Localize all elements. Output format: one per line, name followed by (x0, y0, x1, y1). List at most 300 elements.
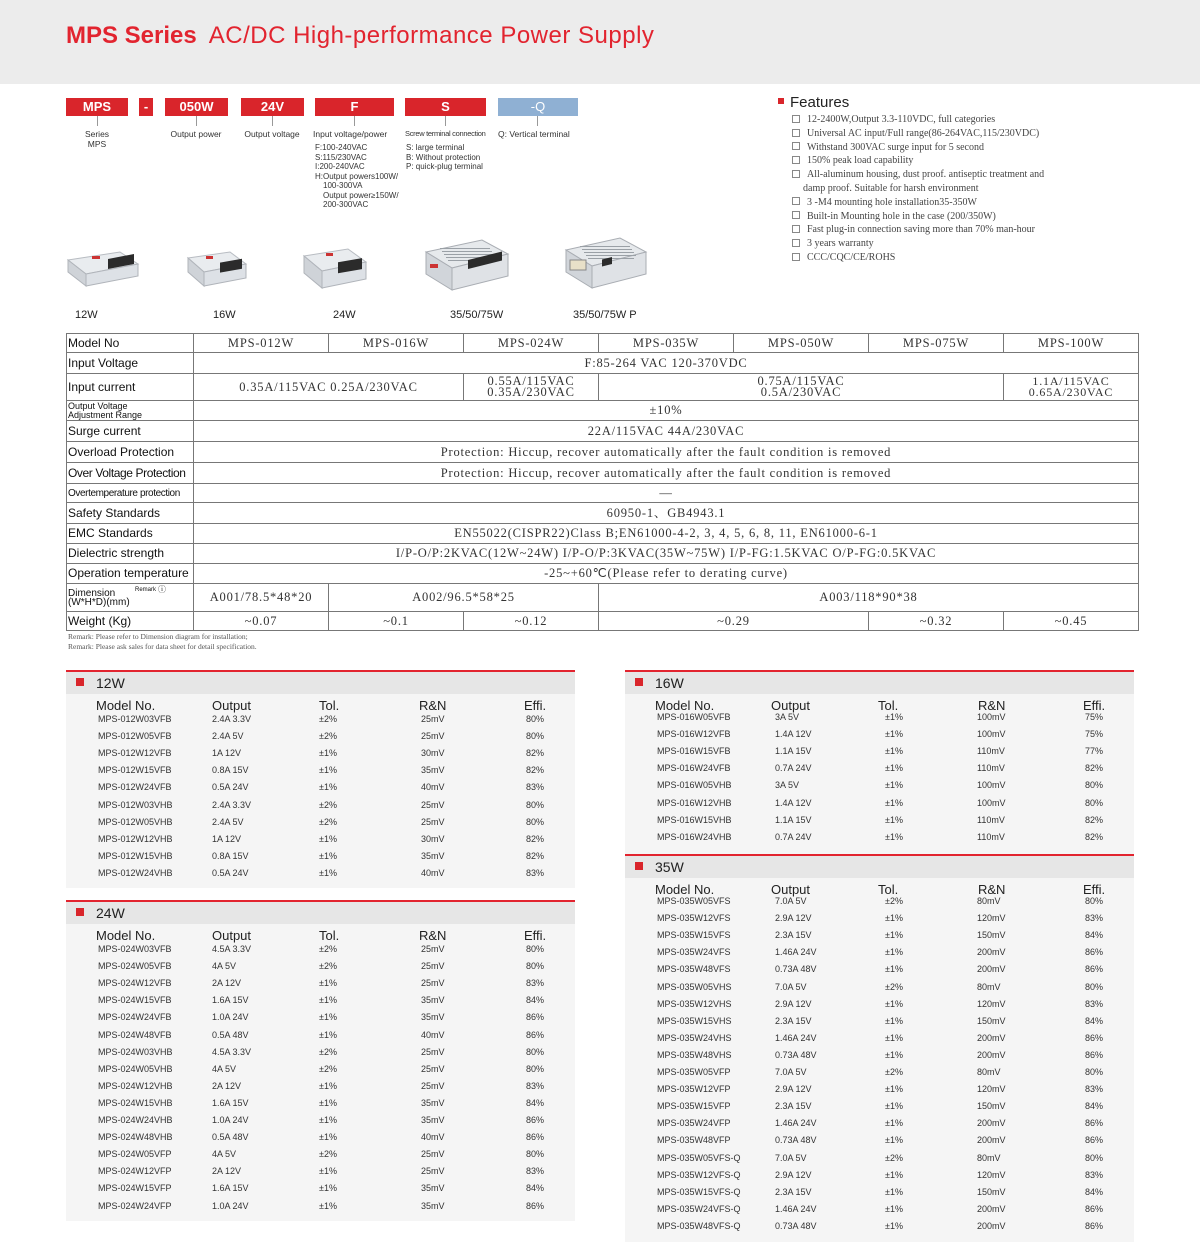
table-row (66, 834, 575, 851)
model-no-cell: MPS-035W48VFS (657, 964, 731, 975)
spec-value: ~0.12 (464, 612, 599, 631)
model-no-cell: MPS-024W03VFB (98, 944, 172, 954)
tolerance-cell: ±2% (885, 1152, 903, 1163)
page-title: MPS Series AC/DC High-performance Power Supply (66, 22, 655, 49)
ripple-noise-cell: 35mV (421, 1012, 445, 1023)
tolerance-cell: ±1% (319, 978, 337, 989)
spec-value: ±10% (194, 401, 1139, 421)
col-header-tol: Tol. (319, 698, 340, 713)
table-row (625, 832, 1134, 849)
spec-value: -25~+60℃(Please refer to derating curve) (194, 564, 1139, 584)
model-no-cell: MPS-024W15VFP (98, 1183, 172, 1194)
code-label-series: Series MPS (84, 129, 110, 149)
table-row (625, 913, 1134, 930)
model-no-cell: MPS-012W05VHB (98, 816, 173, 827)
model-no-cell: MPS-024W05VHB (98, 1063, 173, 1074)
model-cell: MPS-100W (1004, 334, 1139, 353)
row-label: Overload Protection (67, 442, 194, 463)
efficiency-cell: 80% (1085, 1067, 1104, 1077)
checkbox-icon (792, 197, 800, 205)
ripple-noise-cell: 200mV (977, 1118, 1006, 1129)
table-row (66, 1166, 575, 1183)
tolerance-cell: ±1% (885, 1118, 903, 1129)
spec-value: 60950-1、GB4943.1 (194, 503, 1139, 524)
model-no-cell: MPS-024W24VFB (98, 1012, 172, 1023)
output-cell: 0.5A 48V (212, 1132, 249, 1143)
tolerance-cell: ±1% (319, 1012, 337, 1023)
model-no-cell: MPS-035W15VFS-Q (657, 1186, 741, 1197)
efficiency-cell: 82% (1085, 814, 1104, 825)
output-cell: 3A 5V (775, 712, 800, 722)
bullet-square-icon (778, 98, 784, 104)
table-row (625, 729, 1134, 746)
code-screw-box: S (405, 98, 486, 116)
table-row (625, 815, 1134, 832)
table-row (625, 1050, 1134, 1067)
output-cell: 0.73A 48V (775, 1220, 817, 1231)
efficiency-cell: 83% (526, 867, 545, 878)
spec-row-input-current (67, 374, 1139, 401)
tolerance-cell: ±1% (319, 1183, 337, 1194)
model-no-cell: MPS-024W24VFP (98, 1200, 172, 1211)
table-row (625, 1170, 1134, 1187)
efficiency-cell: 80% (526, 714, 545, 724)
output-cell: 2.3A 15V (775, 1186, 812, 1197)
code-connector (97, 116, 98, 126)
ripple-noise-cell: 200mV (977, 1135, 1006, 1146)
ripple-noise-cell: 40mV (421, 1132, 445, 1143)
table-row (66, 731, 575, 748)
spec-row-models (67, 334, 1139, 353)
code-label-screw: Screw terminal connection (405, 129, 486, 138)
tolerance-cell: ±2% (885, 896, 903, 906)
code-label-voltage: Output voltage (244, 129, 300, 139)
model-no-cell: MPS-024W48VFB (98, 1029, 172, 1040)
efficiency-cell: 75% (1085, 712, 1104, 722)
ripple-noise-cell: 150mV (977, 1015, 1006, 1026)
table-row (625, 1221, 1134, 1238)
output-cell: 0.73A 48V (775, 1135, 817, 1146)
ripple-noise-cell: 120mV (977, 998, 1006, 1009)
tolerance-cell: ±1% (319, 1132, 337, 1143)
remark-1: Remark: Please refer to Dimension diagram for installation; (68, 632, 248, 641)
ripple-noise-cell: 100mV (977, 780, 1006, 791)
col-header-rn: R&N (419, 698, 447, 713)
ripple-noise-cell: 100mV (977, 797, 1006, 808)
tolerance-cell: ±1% (885, 998, 903, 1009)
tolerance-cell: ±1% (319, 1097, 337, 1108)
model-no-cell: MPS-012W03VHB (98, 799, 173, 810)
code-connector (354, 116, 355, 126)
model-no-cell: MPS-012W05VFB (98, 731, 172, 742)
col-header-model: Model No. (655, 698, 715, 713)
row-label: Dimension (W*H*D)(mm) Remark ⓘ (67, 584, 194, 612)
code-label-input: Input voltage/power (313, 129, 388, 139)
model-no-cell: MPS-012W24VHB (98, 867, 173, 878)
model-cell: MPS-024W (464, 334, 599, 353)
efficiency-cell: 80% (526, 799, 545, 810)
table-row (66, 995, 575, 1012)
product-image-35-50-75w (420, 234, 512, 296)
model-no-cell: MPS-024W05VFP (98, 1149, 172, 1160)
spec-value: A001/78.5*48*20 (194, 584, 329, 612)
model-no-cell: MPS-024W48VHB (98, 1132, 173, 1143)
ripple-noise-cell: 25mV (421, 799, 445, 810)
model-no-cell: MPS-035W24VHS (657, 1032, 732, 1043)
table-title-bar (625, 856, 1134, 878)
table-row (66, 944, 575, 961)
code-connector (196, 116, 197, 126)
product-label-35-50-75w-p: 35/50/75W P (573, 309, 637, 321)
model-no-cell: MPS-024W12VHB (98, 1080, 173, 1091)
table-row (625, 1153, 1134, 1170)
row-label: Input current (67, 374, 194, 401)
col-header-effi: Effi. (1083, 698, 1106, 713)
table-row (625, 1118, 1134, 1135)
spec-value: 22A/115VAC 44A/230VAC (194, 421, 1139, 442)
table-row (625, 982, 1134, 999)
efficiency-cell: 84% (526, 1183, 545, 1194)
feature-item: 12-2400W,Output 3.3-110VDC, full categories (792, 113, 1044, 127)
col-header-output: Output (771, 698, 811, 713)
table-row (66, 1183, 575, 1200)
tolerance-cell: ±1% (319, 867, 337, 878)
code-connector (537, 116, 538, 126)
efficiency-cell: 82% (526, 765, 545, 776)
row-label: Safety Standards (67, 503, 194, 524)
spec-row-adjustment (67, 401, 1139, 421)
model-no-cell: MPS-012W03VFB (98, 714, 172, 724)
efficiency-cell: 77% (1085, 746, 1104, 757)
efficiency-cell: 82% (1085, 831, 1104, 842)
model-no-cell: MPS-016W15VHB (657, 814, 732, 825)
ripple-noise-cell: 120mV (977, 1169, 1006, 1180)
table-row (625, 1101, 1134, 1118)
ripple-noise-cell: 200mV (977, 1032, 1006, 1043)
output-cell: 0.73A 48V (775, 964, 817, 975)
table-row (625, 964, 1134, 981)
model-no-cell: MPS-035W12VFS (657, 913, 731, 924)
tolerance-cell: ±1% (885, 797, 903, 808)
model-cell: MPS-075W (869, 334, 1004, 353)
tolerance-cell: ±1% (319, 782, 337, 793)
spec-row-overload (67, 442, 1139, 463)
efficiency-cell: 86% (526, 1012, 545, 1023)
col-header-output: Output (212, 698, 252, 713)
output-cell: 2.9A 12V (775, 913, 812, 924)
feature-item: 3 -M4 mounting hole installation35-350W (792, 196, 1044, 210)
tolerance-cell: ±1% (885, 913, 903, 924)
efficiency-cell: 80% (1085, 780, 1104, 791)
features-heading: Features (778, 94, 849, 111)
efficiency-cell: 83% (1085, 913, 1104, 924)
output-cell: 2.4A 5V (212, 731, 244, 742)
ripple-noise-cell: 25mV (421, 731, 445, 742)
row-label: Dielectric strength (67, 544, 194, 564)
output-cell: 4.5A 3.3V (212, 944, 252, 954)
table-row (625, 798, 1134, 815)
table-row (625, 999, 1134, 1016)
efficiency-cell: 86% (526, 1200, 545, 1211)
efficiency-cell: 82% (1085, 763, 1104, 774)
col-header-output: Output (212, 928, 252, 943)
output-cell: 1.46A 24V (775, 1118, 817, 1129)
model-no-cell: MPS-024W24VHB (98, 1115, 173, 1125)
col-header-rn: R&N (419, 928, 447, 943)
product-label-16w: 16W (213, 309, 236, 321)
checkbox-icon (792, 225, 800, 233)
output-cell: 1.1A 15V (775, 814, 812, 825)
col-header-effi: Effi. (1083, 882, 1106, 897)
ripple-noise-cell: 40mV (421, 867, 445, 878)
col-header-effi: Effi. (524, 928, 547, 943)
ripple-noise-cell: 35mV (421, 765, 445, 776)
output-cell: 2.9A 12V (775, 1169, 812, 1180)
tolerance-cell: ±2% (885, 981, 903, 992)
output-cell: 1.46A 24V (775, 1203, 817, 1214)
efficiency-cell: 83% (526, 782, 545, 793)
table-row (625, 780, 1134, 797)
tolerance-cell: ±1% (885, 1220, 903, 1231)
feature-item: 3 years warranty (792, 237, 1044, 251)
table-row (625, 1016, 1134, 1033)
efficiency-cell: 75% (1085, 729, 1104, 740)
col-header-output: Output (771, 882, 811, 897)
efficiency-cell: 86% (1085, 1220, 1104, 1231)
col-header-model: Model No. (96, 698, 156, 713)
table-title-bar (66, 672, 575, 694)
col-header-effi: Effi. (524, 698, 547, 713)
ripple-noise-cell: 35mV (421, 1115, 445, 1125)
efficiency-cell: 86% (1085, 1049, 1104, 1060)
table-row (625, 1067, 1134, 1084)
efficiency-cell: 86% (1085, 1118, 1104, 1129)
efficiency-cell: 86% (1085, 964, 1104, 975)
product-image-12w (62, 246, 142, 294)
model-no-cell: MPS-024W15VFB (98, 995, 172, 1006)
ripple-noise-cell: 25mV (421, 816, 445, 827)
spec-value: ~0.45 (1004, 612, 1139, 631)
tolerance-cell: ±2% (885, 1067, 903, 1077)
tolerance-cell: ±2% (319, 1063, 337, 1074)
ripple-noise-cell: 30mV (421, 833, 445, 844)
feature-item: CCC/CQC/CE/ROHS (792, 251, 1044, 265)
ripple-noise-cell: 35mV (421, 1200, 445, 1211)
output-cell: 1.6A 15V (212, 995, 249, 1006)
tolerance-cell: ±1% (885, 1169, 903, 1180)
row-label: Overtemperature protection (67, 484, 194, 503)
tolerance-cell: ±1% (885, 947, 903, 958)
efficiency-cell: 80% (1085, 797, 1104, 808)
table-row (66, 1047, 575, 1064)
code-series-box: MPS (66, 98, 128, 116)
model-no-cell: MPS-016W24VFB (657, 763, 731, 774)
efficiency-cell: 80% (526, 961, 545, 972)
table-row (625, 1084, 1134, 1101)
output-cell: 1.0A 24V (212, 1115, 249, 1125)
model-no-cell: MPS-016W24VHB (657, 831, 732, 842)
ripple-noise-cell: 25mV (421, 1063, 445, 1074)
efficiency-cell: 83% (526, 1166, 545, 1177)
table-row (66, 782, 575, 799)
spec-value: 1.1A/115VAC 0.65A/230VAC (1004, 374, 1139, 401)
code-dash-box: - (139, 98, 153, 116)
tolerance-cell: ±2% (319, 961, 337, 972)
ripple-noise-cell: 40mV (421, 1029, 445, 1040)
ripple-noise-cell: 40mV (421, 782, 445, 793)
tolerance-cell: ±1% (885, 712, 903, 722)
output-cell: 2A 12V (212, 1080, 242, 1091)
output-cell: 1A 12V (212, 748, 242, 759)
feature-item: All-aluminum housing, dust proof. antiseptic treatment and (792, 168, 1044, 182)
model-no-cell: MPS-035W24VFS (657, 947, 731, 958)
row-label: Output Voltage Adjustment Range (67, 401, 194, 421)
efficiency-cell: 83% (1085, 1169, 1104, 1180)
output-cell: 7.0A 5V (775, 981, 807, 992)
spec-value: Protection: Hiccup, recover automatically after the fault condition is removed (194, 463, 1139, 484)
table-row (625, 712, 1134, 729)
ripple-noise-cell: 150mV (977, 1101, 1006, 1112)
ripple-noise-cell: 25mV (421, 714, 445, 724)
tolerance-cell: ±1% (319, 1200, 337, 1211)
model-no-cell: MPS-035W48VFP (657, 1135, 731, 1146)
table-row (66, 1081, 575, 1098)
output-cell: 2A 12V (212, 1166, 242, 1177)
ripple-noise-cell: 110mV (977, 763, 1005, 774)
ripple-noise-cell: 120mV (977, 1084, 1006, 1095)
efficiency-cell: 82% (526, 748, 545, 759)
ripple-noise-cell: 25mV (421, 961, 445, 972)
output-cell: 4.5A 3.3V (212, 1046, 252, 1057)
efficiency-cell: 80% (526, 944, 545, 954)
output-cell: 1.0A 24V (212, 1200, 249, 1211)
ripple-noise-cell: 80mV (977, 981, 1001, 992)
code-input-box: F (315, 98, 394, 116)
ripple-noise-cell: 35mV (421, 850, 445, 861)
bullet-square-icon (76, 908, 84, 916)
efficiency-cell: 84% (1085, 1186, 1104, 1197)
tolerance-cell: ±2% (319, 714, 337, 724)
spec-value: Protection: Hiccup, recover automatically after the fault condition is removed (194, 442, 1139, 463)
model-no-cell: MPS-016W15VFB (657, 746, 731, 757)
output-cell: 4A 5V (212, 1063, 237, 1074)
table-row (66, 851, 575, 868)
feature-item-continued: damp proof. Suitable for harsh environment (803, 182, 979, 194)
output-cell: 2.3A 15V (775, 1015, 812, 1026)
efficiency-cell: 84% (526, 1097, 545, 1108)
table-row (66, 1064, 575, 1081)
model-no-cell: MPS-016W05VHB (657, 780, 732, 791)
tolerance-cell: ±2% (319, 799, 337, 810)
spec-row-weight (67, 612, 1139, 631)
spec-row-operation-temp (67, 564, 1139, 584)
table-row (66, 817, 575, 834)
output-cell: 7.0A 5V (775, 1152, 807, 1163)
tolerance-cell: ±1% (885, 1084, 903, 1095)
spec-value: 0.55A/115VAC 0.35A/230VAC (464, 374, 599, 401)
spec-value: F:85-264 VAC 120-370VDC (194, 353, 1139, 374)
col-header-tol: Tol. (878, 882, 899, 897)
model-no-cell: MPS-035W15VFP (657, 1101, 731, 1112)
model-no-cell: MPS-035W15VHS (657, 1015, 732, 1026)
table-row (66, 800, 575, 817)
efficiency-cell: 80% (526, 816, 545, 827)
efficiency-cell: 84% (1085, 1015, 1104, 1026)
spec-value: EN55022(CISPR22)Class B;EN61000-4-2, 3, 4, 5, 6, 8, 11, EN61000-6-1 (194, 524, 1139, 544)
table-row (625, 1033, 1134, 1050)
code-power-box: 050W (165, 98, 228, 116)
checkbox-icon (792, 253, 800, 261)
output-cell: 2A 12V (212, 978, 242, 989)
table-row (625, 896, 1134, 913)
spec-value: 0.35A/115VAC 0.25A/230VAC (194, 374, 464, 401)
ripple-noise-cell: 25mV (421, 1149, 445, 1160)
checkbox-icon (792, 156, 800, 164)
checkbox-icon (792, 211, 800, 219)
info-circle-icon: ⓘ (158, 585, 166, 594)
row-label: Input Voltage (67, 353, 194, 374)
ripple-noise-cell: 80mV (977, 896, 1001, 906)
row-label: Operation temperature (67, 564, 194, 584)
model-no-cell: MPS-035W15VFS (657, 930, 731, 941)
output-cell: 7.0A 5V (775, 896, 807, 906)
efficiency-cell: 84% (526, 995, 545, 1006)
output-cell: 0.7A 24V (775, 831, 812, 842)
col-header-model: Model No. (655, 882, 715, 897)
row-label: Over Voltage Protection (67, 463, 194, 484)
efficiency-cell: 82% (526, 850, 545, 861)
model-no-cell: MPS-016W12VFB (657, 729, 731, 740)
output-cell: 1.4A 12V (775, 797, 812, 808)
table-title-bar (625, 672, 1134, 694)
efficiency-cell: 86% (1085, 1135, 1104, 1146)
tolerance-cell: ±1% (319, 748, 337, 759)
col-header-rn: R&N (978, 698, 1006, 713)
table-row (66, 1132, 575, 1149)
checkbox-icon (792, 115, 800, 123)
ripple-noise-cell: 25mV (421, 1166, 445, 1177)
ripple-noise-cell: 120mV (977, 913, 1006, 924)
efficiency-cell: 86% (1085, 1032, 1104, 1043)
efficiency-cell: 80% (526, 1063, 545, 1074)
table-row (66, 868, 575, 885)
model-cell: MPS-012W (194, 334, 329, 353)
table-row (66, 978, 575, 995)
model-no-cell: MPS-035W24VFS-Q (657, 1203, 741, 1214)
checkbox-icon (792, 142, 800, 150)
output-cell: 0.5A 48V (212, 1029, 249, 1040)
tolerance-cell: ±1% (885, 1101, 903, 1112)
tolerance-cell: ±2% (319, 816, 337, 827)
ripple-noise-cell: 110mV (977, 746, 1005, 757)
efficiency-cell: 80% (1085, 981, 1104, 992)
output-cell: 2.4A 3.3V (212, 799, 252, 810)
ripple-noise-cell: 100mV (977, 712, 1006, 722)
tolerance-cell: ±1% (885, 729, 903, 740)
model-no-cell: MPS-016W05VFB (657, 712, 731, 722)
output-cell: 0.5A 24V (212, 867, 249, 878)
table-title-bar (66, 902, 575, 924)
ripple-noise-cell: 30mV (421, 748, 445, 759)
product-label-35-50-75w: 35/50/75W (450, 309, 504, 321)
tolerance-cell: ±1% (319, 1080, 337, 1091)
model-no-cell: MPS-035W05VFP (657, 1067, 731, 1077)
spec-value: ~0.07 (194, 612, 329, 631)
ripple-noise-cell: 80mV (977, 1152, 1001, 1163)
ripple-noise-cell: 35mV (421, 1097, 445, 1108)
model-no-cell: MPS-035W24VFP (657, 1118, 731, 1129)
checkbox-icon (792, 129, 800, 137)
